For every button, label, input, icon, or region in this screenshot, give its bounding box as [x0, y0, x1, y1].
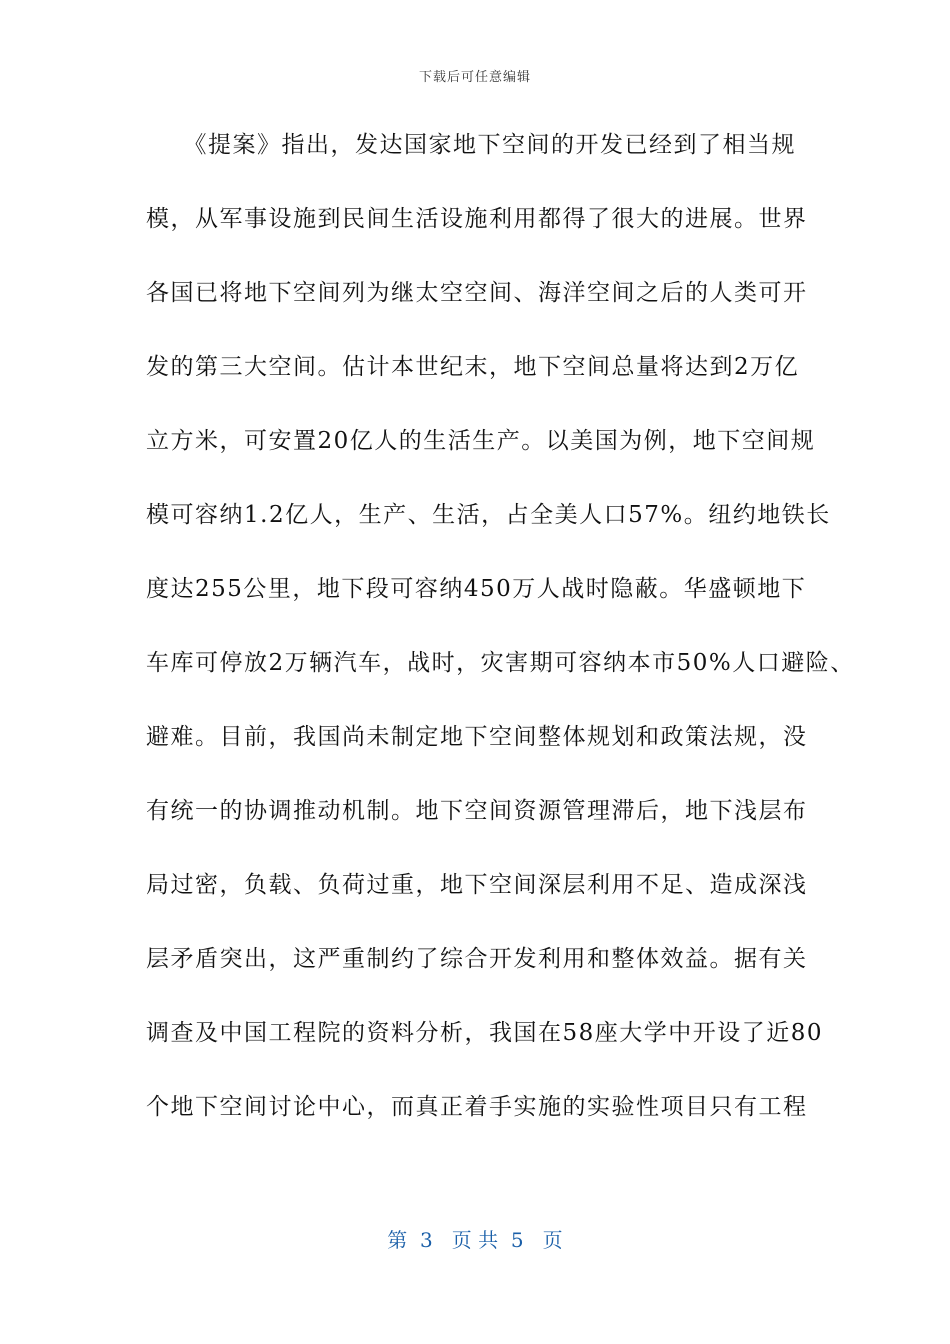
body-line: 各国已将地下空间列为继太空空间、海洋空间之后的人类可开 [146, 280, 808, 306]
body-line: 有统一的协调推动机制。地下空间资源管理滞后，地下浅层布 [146, 798, 808, 824]
page-header-note: 下载后可任意编辑 [418, 70, 531, 85]
body-line: 立方米，可安置20亿人的生活生产。以美国为例，地下空间规 [146, 428, 816, 454]
body-line: 度达255公里，地下段可容纳450万人战时隐蔽。华盛顿地下 [146, 576, 807, 602]
body-line: 模可容纳1.2亿人，生产、生活，占全美人口57%。纽约地铁长 [146, 502, 831, 528]
body-line: 个地下空间讨论中心，而真正着手实施的实验性项目只有工程 [146, 1094, 808, 1120]
body-line: 避难。目前，我国尚未制定地下空间整体规划和政策法规，没 [146, 724, 808, 750]
page-number: 第 3 页 共 5 页 [387, 1228, 563, 1252]
body-line: 《提案》指出，发达国家地下空间的开发已经到了相当规 [146, 132, 796, 158]
body-line: 模，从军事设施到民间生活设施利用都得了很大的进展。世界 [146, 206, 808, 232]
body-line: 发的第三大空间。估计本世纪末，地下空间总量将达到2万亿 [146, 354, 800, 380]
body-line: 调查及中国工程院的资料分析，我国在58座大学中开设了近80 [146, 1020, 824, 1046]
body-line: 车库可停放2万辆汽车，战时，灾害期可容纳本市50%人口避险、 [146, 650, 855, 676]
body-line: 局过密，负载、负荷过重，地下空间深层利用不足、造成深浅 [146, 872, 808, 898]
document-body [146, 125, 855, 1161]
body-line: 层矛盾突出，这严重制约了综合开发利用和整体效益。据有关 [146, 946, 808, 972]
